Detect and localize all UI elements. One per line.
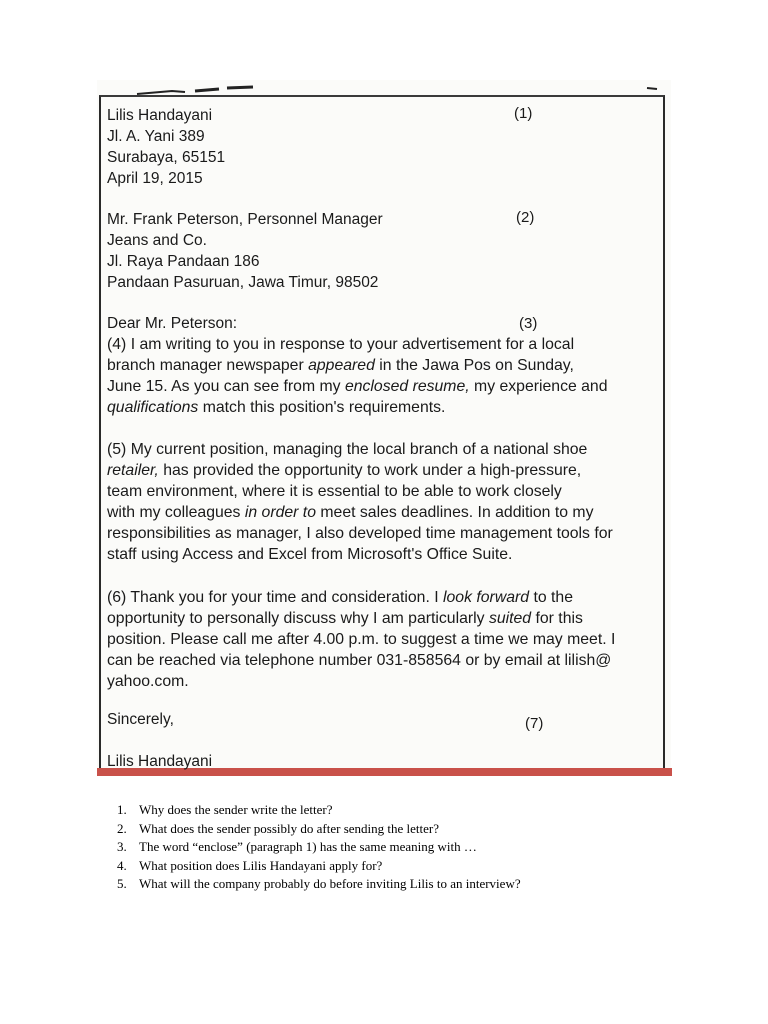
paragraph-5-line-2: retailer, has provided the opportunity to work under a high-pressure, [107,462,582,479]
recipient-company: Jeans and Co. [107,232,207,249]
question-item: 5. What will the company probably do before inviting Lilis to an interview? [117,876,521,891]
paragraph-5-line-4: with my colleagues in order to meet sales deadlines. In addition to my [107,504,594,521]
signature-name: Lilis Handayani [107,753,213,770]
paragraph-6-line-1: (6) Thank you for your time and consideration. I look forward to the [107,589,573,606]
paragraph-6-line-2: opportunity to personally discuss why I am particularly suited for this [107,610,583,627]
paragraph-6-line-3: position. Please call me after 4.00 p.m. to suggest a time we may meet. I [107,631,616,648]
question-list [117,801,521,894]
paragraph-5-line-3: team environment, where it is essential to be able to work closely [107,483,562,500]
paragraph-6-line-5: yahoo.com. [107,673,189,690]
marker-1: (1) [514,105,533,122]
closing: Sincerely, [107,711,174,728]
recipient-city: Pandaan Pasuruan, Jawa Timur, 98502 [107,274,379,291]
question-item: 3. The word “enclose” (paragraph 1) has the same meaning with … [117,839,477,854]
recipient-name-title: Mr. Frank Peterson, Personnel Manager [107,211,383,228]
sender-city: Surabaya, 65151 [107,149,226,166]
question-item: 1. Why does the sender write the letter? [117,802,333,817]
marker-3: (3) [519,315,538,332]
paragraph-4-line-3: June 15. As you can see from my enclosed resume, my experience and [107,378,608,395]
salutation: Dear Mr. Peterson: [107,315,238,332]
marker-2: (2) [516,209,535,226]
sender-name: Lilis Handayani [107,107,213,124]
letter-date: April 19, 2015 [107,170,203,187]
question-item: 4. What position does Lilis Handayani apply for? [117,857,383,873]
question-item: 2. What does the sender possibly do after sending the letter? [117,820,439,836]
sender-street: Jl. A. Yani 389 [107,128,205,145]
paragraph-4-line-4: qualifications match this position's requirements. [107,399,446,416]
recipient-street: Jl. Raya Pandaan 186 [107,253,260,270]
paragraph-5-line-5: responsibilities as manager, I also developed time management tools for [107,525,613,542]
marker-7: (7) [525,715,544,732]
paragraph-4-line-2: branch manager newspaper appeared in the Jawa Pos on Sunday, [107,357,574,374]
paragraph-5-line-6: staff using Access and Excel from Microsoft's Office Suite. [107,546,513,563]
paragraph-6-line-4: can be reached via telephone number 031-858564 or by email at lilish@ [107,652,612,669]
paragraph-4-line-1: (4) I am writing to you in response to your advertisement for a local [107,336,575,353]
paragraph-5-line-1: (5) My current position, managing the local branch of a national shoe [107,441,588,458]
